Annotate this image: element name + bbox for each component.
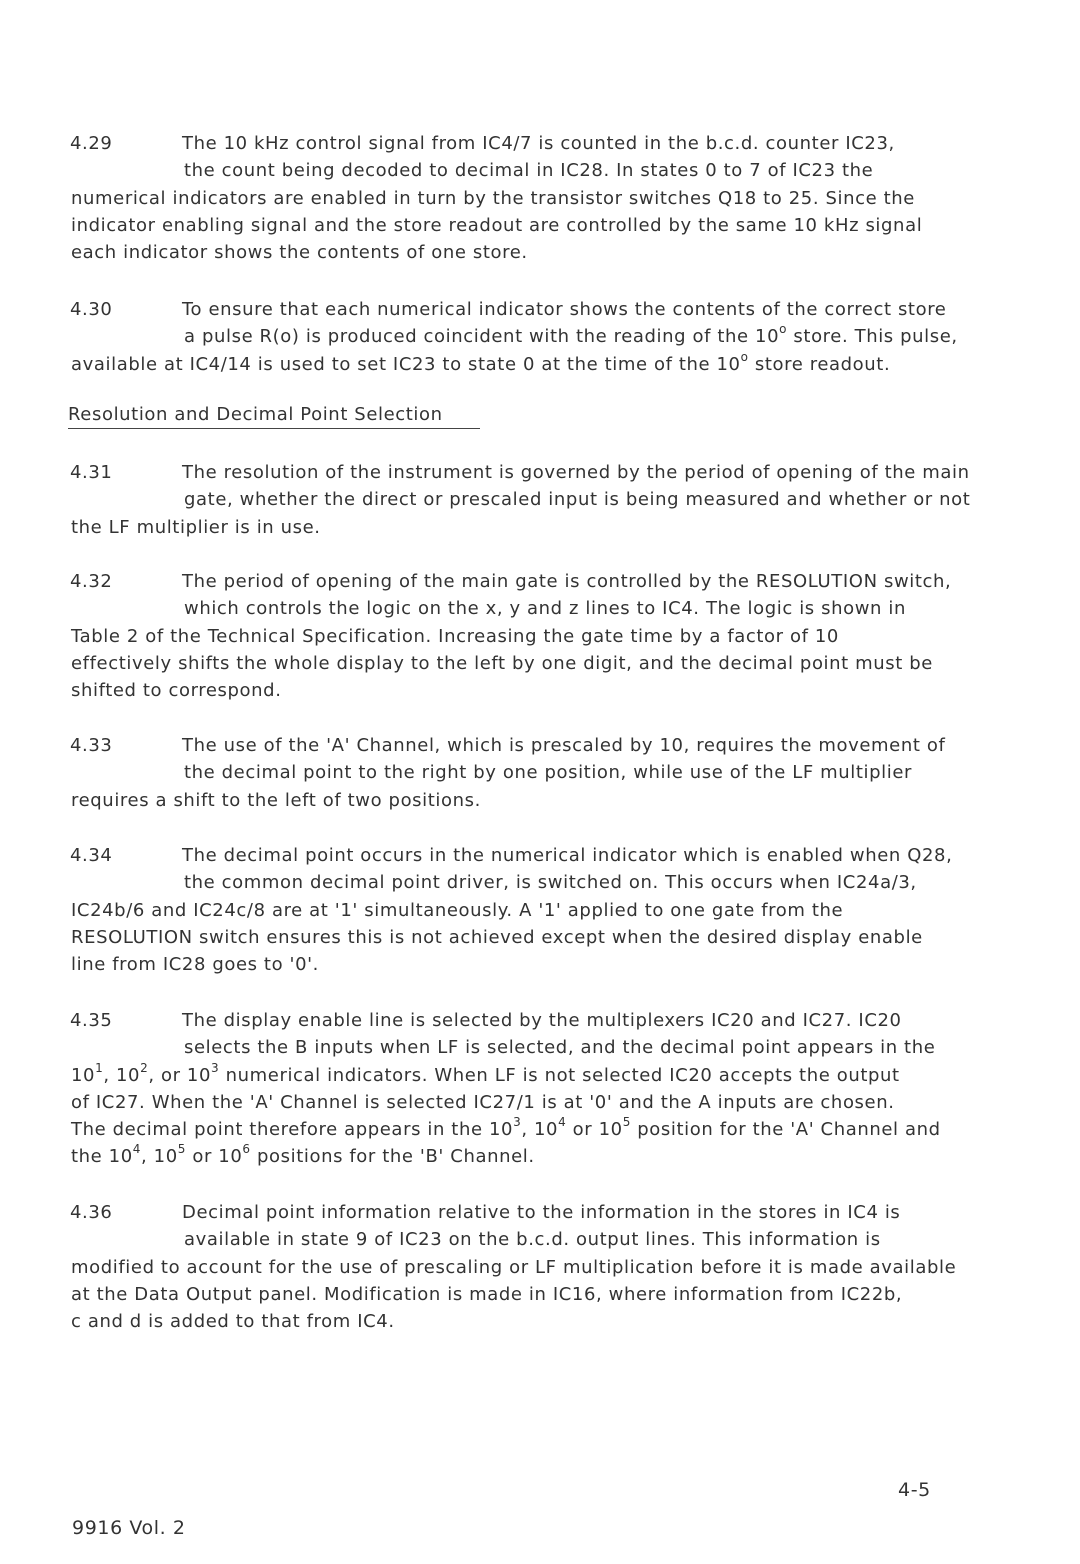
text-line: store readout. (748, 353, 891, 375)
text-line: The period of opening of the main gate is controlled by the RESOLUTION switch, (182, 571, 952, 592)
text-fragment: , 10 (521, 1119, 559, 1141)
text-line: IC24b/6 and IC24c/8 are at '1' simultaneously. A '1' applied to one gate from the (71, 899, 844, 921)
paragraph-number: 4.33 (70, 735, 113, 756)
superscript: o (779, 322, 788, 337)
text-line: The decimal point occurs in the numerical indicator which is enabled when Q28, (182, 845, 953, 866)
text-line: The 10 kHz control signal from IC4/7 is counted in the b.c.d. counter IC23, (182, 133, 895, 154)
text-fragment: position for the 'A' Channel and (630, 1119, 941, 1141)
text-line: The display enable line is selected by the multiplexers IC20 and IC27. IC20 (182, 1010, 902, 1031)
text-line: numerical indicators are enabled in turn by the transistor switches Q18 to 25. Since the (71, 187, 915, 209)
text-fragment: numerical indicators. When LF is not selected IC20 accepts the output (219, 1064, 900, 1086)
text-line: To ensure that each numerical indicator shows the contents of the correct store (182, 299, 947, 320)
paragraph-number: 4.29 (70, 133, 113, 154)
text-line: Table 2 of the Technical Specification. Increasing the gate time by a factor of 10 (71, 625, 839, 647)
text-line: available in state 9 of IC23 on the b.c.d. output lines. This information is (184, 1229, 881, 1251)
text-line: modified to account for the use of prescaling or LF multiplication before it is made available (71, 1256, 957, 1278)
text-line: Decimal point information relative to the information in the stores in IC4 is (182, 1202, 901, 1223)
text-line: of IC27. When the 'A' Channel is selected IC27/1 is at '0' and the A inputs are chosen. (71, 1091, 895, 1113)
paragraph-4-30 (0, 296, 1080, 378)
paragraph-number: 4.34 (70, 845, 113, 866)
text-line: the count being decoded to decimal in IC28. In states 0 to 7 of IC23 the (184, 160, 874, 182)
text-line: the decimal point to the right by one position, while use of the LF multiplier (184, 762, 913, 784)
superscript: 4 (132, 1142, 142, 1157)
paragraph-number: 4.30 (70, 299, 113, 320)
text-line: shifted to correspond. (71, 680, 282, 702)
text-line: available at IC4/14 is used to set IC23 to state 0 at the time of the 10 (71, 353, 741, 375)
superscript: 5 (177, 1142, 187, 1157)
text-line: which controls the logic on the x, y and z lines to IC4. The logic is shown in (184, 598, 906, 620)
text-line: each indicator shows the contents of one store. (71, 242, 528, 264)
text-line: effectively shifts the whole display to the left by one digit, and the decimal point must be (71, 652, 933, 674)
text-fragment: or 10 (566, 1119, 623, 1141)
text-line: at the Data Output panel. Modification is made in IC16, where information from IC22b, (71, 1283, 903, 1305)
text-line: RESOLUTION switch ensures this is not achieved except when the desired display enable (71, 926, 923, 948)
paragraph-number: 4.35 (70, 1010, 113, 1031)
paragraph-number: 4.31 (70, 462, 113, 483)
text-line: line from IC28 goes to '0'. (71, 954, 319, 976)
text-line: requires a shift to the left of two positions. (71, 789, 481, 811)
text-line: store. This pulse, (787, 326, 958, 348)
superscript: 2 (140, 1060, 149, 1075)
text-fragment: positions for the 'B' Channel. (250, 1146, 535, 1168)
text-line: c and d is added to that from IC4. (71, 1311, 395, 1333)
text-fragment: 10 (71, 1064, 96, 1086)
paragraph-4-36 (0, 1199, 1080, 1335)
superscript: 5 (622, 1115, 631, 1130)
superscript: 3 (211, 1060, 220, 1075)
text-line: the common decimal point driver, is switched on. This occurs when IC24a/3, (184, 872, 917, 894)
paragraph-4-33 (0, 732, 1080, 814)
text-line: the LF multiplier is in use. (71, 516, 321, 538)
paragraph-4-32 (0, 568, 1080, 704)
text-fragment: , 10 (141, 1146, 178, 1168)
text-fragment: , or 10 (148, 1064, 212, 1086)
paragraph-4-35 (0, 1007, 1080, 1171)
text-fragment: the 10 (71, 1146, 133, 1168)
paragraph-4-34 (0, 842, 1080, 978)
paragraph-number: 4.32 (70, 571, 113, 592)
text-line: gate, whether the direct or prescaled input is being measured and whether or not (184, 489, 971, 511)
text-fragment: , 10 (103, 1064, 141, 1086)
paragraph-number: 4.36 (70, 1202, 113, 1223)
paragraph-4-29 (0, 130, 1080, 266)
superscript: 4 (558, 1115, 567, 1130)
document-reference: 9916 Vol. 2 (72, 1517, 186, 1539)
page-number: 4-5 (898, 1479, 931, 1501)
text-line: selects the B inputs when LF is selected, and the decimal point appears in the (184, 1037, 936, 1059)
text-fragment: or 10 (186, 1146, 243, 1168)
text-line: a pulse R(o) is produced coincident with the reading of the 10 (184, 326, 780, 348)
text-fragment: The decimal point therefore appears in the 10 (71, 1119, 514, 1141)
superscript: 3 (513, 1115, 522, 1130)
superscript: 6 (242, 1142, 251, 1157)
text-line: indicator enabling signal and the store readout are controlled by the same 10 kHz signal (71, 214, 923, 236)
superscript: o (740, 349, 749, 364)
text-line: The use of the 'A' Channel, which is prescaled by 10, requires the movement of (182, 735, 946, 756)
superscript: 1 (95, 1060, 104, 1075)
paragraph-4-31 (0, 459, 1080, 541)
text-line: The resolution of the instrument is governed by the period of opening of the main (182, 462, 970, 483)
section-heading: Resolution and Decimal Point Selection (68, 404, 480, 429)
